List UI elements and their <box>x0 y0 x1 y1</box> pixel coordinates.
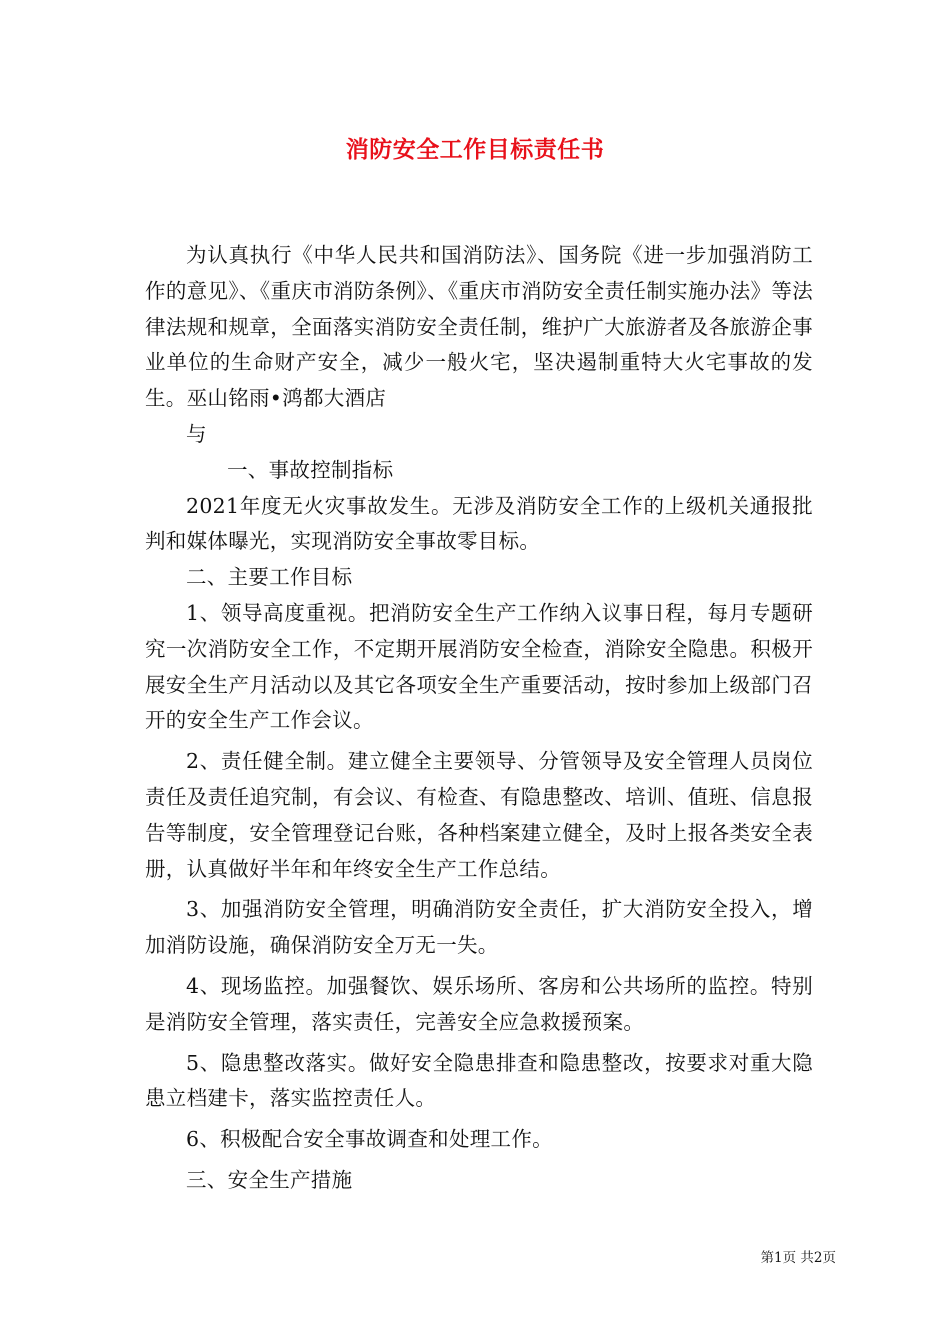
document-body <box>145 238 813 1199</box>
paragraph-goal-2: 2、责任健全制。建立健全主要领导、分管领导及安全管理人员岗位责任及责任追究制，有会议、有检查、有隐患整改、培训、值班、信息报告等制度，安全管理登记台账，各种档案建立健全，及时上报各类安全表册，认真做好半年和年终安全生产工作总结。 <box>145 749 813 881</box>
page-number-footer: 第1页 共2页 <box>760 1250 836 1266</box>
paragraph-goal-5: 5、隐患整改落实。做好安全隐患排查和隐患整改，按要求对重大隐患立档建卡，落实监控责任人。 <box>145 1050 813 1111</box>
paragraph-goal-3: 3、加强消防安全管理，明确消防安全责任，扩大消防安全投入，增加消防设施，确保消防安全万无一失。 <box>145 897 813 958</box>
section-heading-main-goals: 二、主要工作目标 <box>186 565 353 590</box>
paragraph-accident-target: 2021年度无火灾事故发生。无涉及消防安全工作的上级机关通报批判和媒体曝光，实现消防安全事故零目标。 <box>145 493 813 554</box>
section-heading-accident-control: 一、事故控制指标 <box>227 457 394 482</box>
paragraph-goal-1: 1、领导高度重视。把消防安全生产工作纳入议事日程，每月专题研究一次消防安全工作，不定期开展消防安全检查，消除安全隐患。积极开展安全生产月活动以及其它各项安全生产重要活动，按时参加上级部门召开的安全生产工作会议。 <box>145 600 813 733</box>
paragraph-intro: 为认真执行《中华人民共和国消防法》、国务院《进一步加强消防工作的意见》、《重庆市消防条例》、《重庆市消防安全责任制实施办法》等法律法规和规章，全面落实消防安全责任制，维护广大旅游者及各旅游企事业单位的生命财产安全，减少一般火宅，坚决遏制重特大火宅事故的发生。巫山铭雨•鸿都大酒店 <box>145 243 813 411</box>
paragraph-goal-4: 4、现场监控。加强餐饮、娱乐场所、客房和公共场所的监控。特别是消防安全管理，落实责任，完善安全应急救援预案。 <box>145 973 813 1034</box>
section-heading-safety-measures: 三、安全生产措施 <box>186 1167 353 1192</box>
document-title: 消防安全工作目标责任书 <box>345 136 605 163</box>
paragraph-goal-6: 6、积极配合安全事故调查和处理工作。 <box>186 1127 553 1152</box>
paragraph-and: 与 <box>186 421 207 446</box>
